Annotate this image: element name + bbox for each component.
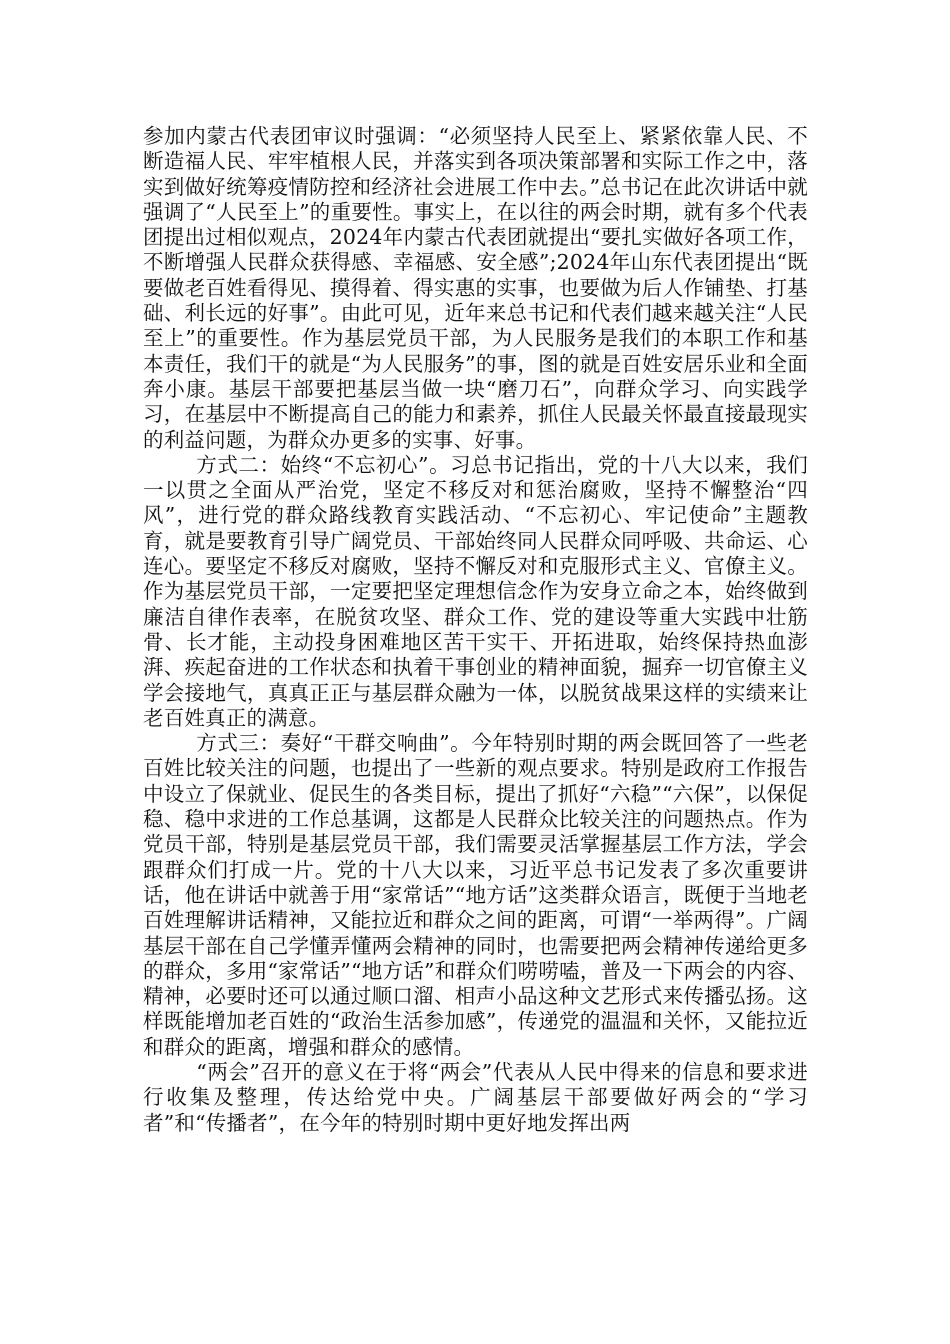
paragraph-two-sessions-meaning: “两会”召开的意义在于将“两会”代表从人民中得来的信息和要求进行收集及整理，传达给党中央。广阔基层干部要做好两会的“学习者”和“传播者”，在今年的特别时期中更好地发挥出两	[143, 1059, 808, 1135]
paragraph-method-three: 方式三：奏好“干群交响曲”。今年特别时期的两会既回答了一些老百姓比较关注的问题，也提出了一些新的观点要求。特别是政府工作报告中设立了保就业、促民生的各类目标，提出了抓好“六稳”“六保”，以保促稳、稳中求进的工作总基调，这都是人民群众比较关注的问题热点。作为党员干部，特别是基层党员干部，我们需要灵活掌握基层工作方法，学会跟群众们打成一片。党的十八大以来，习近平总书记发表了多次重要讲话，他在讲话中就善于用“家常话”“地方话”这类群众语言，既便于当地老百姓理解讲话精神，又能拉近和群众之间的距离，可谓“一举两得”。广阔基层干部在自己学懂弄懂两会精神的同时，也需要把两会精神传递给更多的群众，多用“家常话”“地方话”和群众们唠唠嗑，普及一下两会的内容、精神，必要时还可以通过顺口溜、相声小品这种文艺形式来传播弘扬。这样既能增加老百姓的“政治生活参加感”，传递党的温温和关怀，又能拉近和群众的距离，增强和群众的感情。	[143, 731, 808, 1059]
document-page	[143, 124, 808, 1136]
paragraph-people-first: 参加内蒙古代表团审议时强调：“必须坚持人民至上、紧紧依靠人民、不断造福人民、牢牢植根人民，并落实到各项决策部署和实际工作之中，落实到做好统筹疫情防控和经济社会进展工作中去。”总书记在此次讲话中就强调了“人民至上”的重要性。事实上，在以往的两会时期，就有多个代表团提出过相似观点，2024年内蒙古代表团就提出“要扎实做好各项工作，不断增强人民群众获得感、幸福感、安全感”;2024年山东代表团提出“既要做老百姓看得见、摸得着、得实惠的实事，也要做为后人作铺垫、打基础、利长远的好事”。由此可见，近年来总书记和代表们越来越关注“人民至上”的重要性。作为基层党员干部，为人民服务是我们的本职工作和基本责任，我们干的就是“为人民服务”的事，图的就是百姓安居乐业和全面奔小康。基层干部要把基层当做一块“磨刀石”，向群众学习、向实践学习，在基层中不断提高自己的能力和素养，抓住人民最关怀最直接最现实的利益问题，为群众办更多的实事、好事。	[143, 124, 808, 452]
paragraph-method-two: 方式二：始终“不忘初心”。习总书记指出，党的十八大以来，我们一以贯之全面从严治党，坚定不移反对和惩治腐败，坚持不懈整治“四风”，进行党的群众路线教育实践活动、“不忘初心、牢记使命”主题教育，就是要教育引导广阔党员、干部始终同人民群众同呼吸、共命运、心连心。要坚定不移反对腐败，坚持不懈反对和克服形式主义、官僚主义。作为基层党员干部，一定要把坚定理想信念作为安身立命之本，始终做到廉洁自律作表率，在脱贫攻坚、群众工作、党的建设等重大实践中壮筋骨、长才能，主动投身困难地区苦干实干、开拓进取，始终保持热血澎湃、疾起奋进的工作状态和执着干事创业的精神面貌，掘弃一切官僚主义学会接地气，真真正正与基层群众融为一体，以脱贫战果这样的实绩来让老百姓真正的满意。	[143, 452, 808, 730]
